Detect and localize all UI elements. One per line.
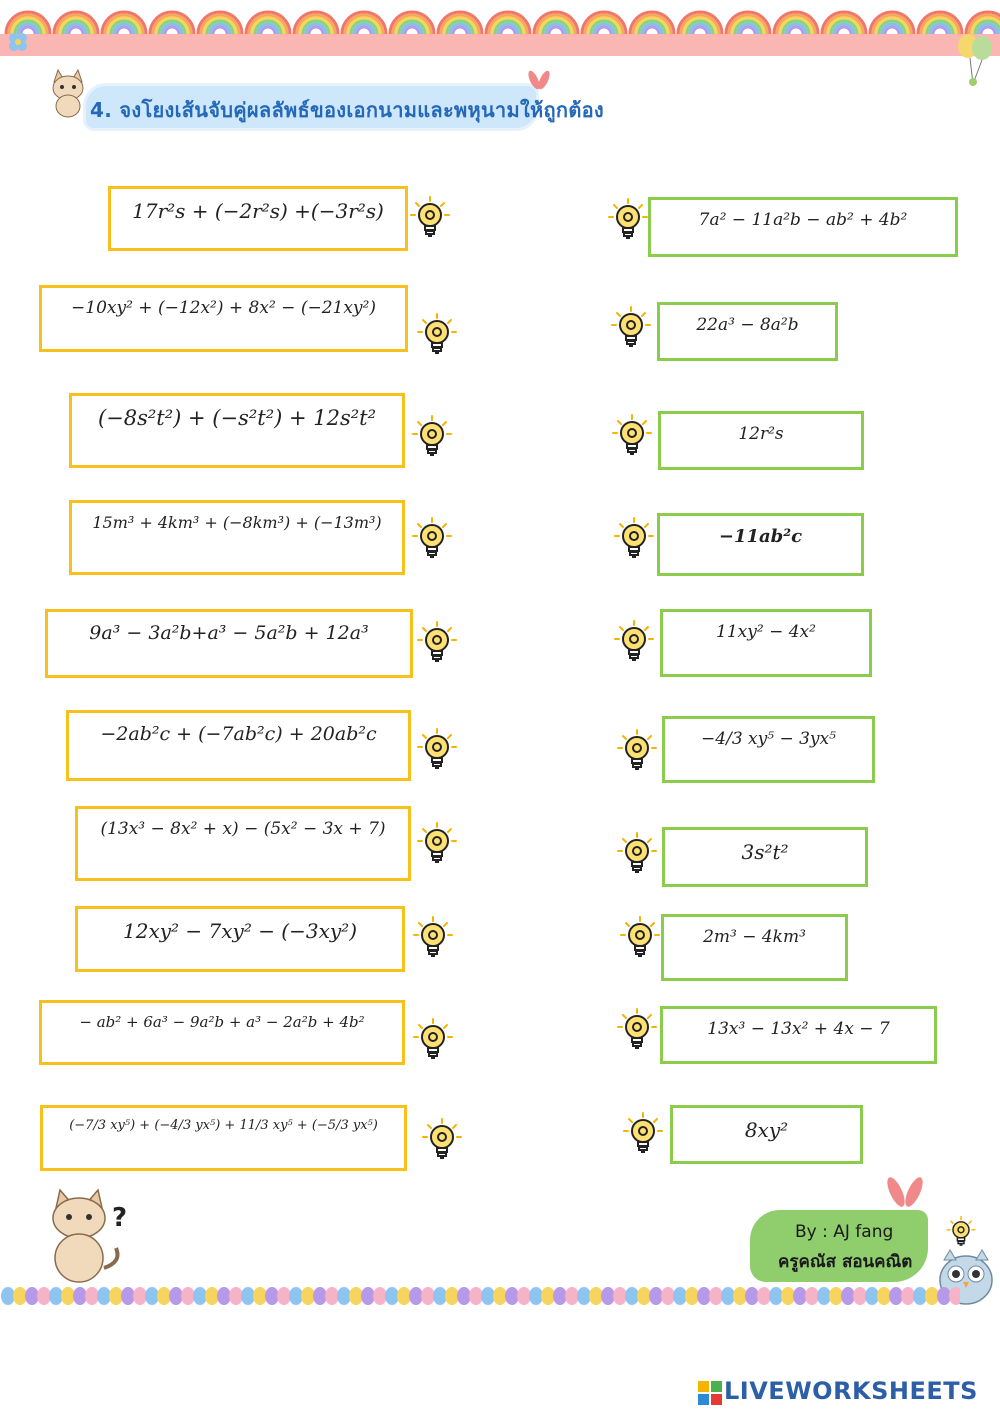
bead	[925, 1287, 939, 1305]
bead	[133, 1287, 147, 1305]
bead	[877, 1287, 891, 1305]
rainbow-arc	[357, 27, 371, 34]
bead	[805, 1287, 819, 1305]
bead	[733, 1287, 747, 1305]
bead	[49, 1287, 63, 1305]
svg-text:?: ?	[112, 1203, 128, 1233]
bead	[433, 1287, 447, 1305]
credit-author-thai: ครูคณัส สอนคณิต	[778, 1252, 913, 1272]
liveworksheets-logo-icon	[698, 1381, 722, 1405]
left-expression-3: (−8s²t²) + (−s²t²) + 12s²t²	[69, 393, 405, 468]
bead	[529, 1287, 543, 1305]
lightbulb-icon[interactable]	[617, 1008, 657, 1052]
lightbulb-icon[interactable]	[413, 1018, 453, 1062]
bead	[505, 1287, 519, 1305]
page-title: 4. จงโยงเส้นจับคู่ผลลัพธ์ของเอกนามและพหุนามให้ถูกต้อง	[90, 98, 604, 122]
bead	[289, 1287, 303, 1305]
bead	[109, 1287, 123, 1305]
right-expression-7: 3s²t²	[662, 827, 868, 887]
bead	[913, 1287, 927, 1305]
left-expression-10: (−7/3 xy⁵) + (−4/3 yx⁵) + 11/3 xy⁵ + (−5/3 yx⁵)	[40, 1105, 407, 1171]
rainbow-arc	[645, 27, 659, 34]
bead	[445, 1287, 459, 1305]
bead	[613, 1287, 627, 1305]
bead	[25, 1287, 39, 1305]
rainbow-arc	[693, 27, 707, 34]
bead	[937, 1287, 951, 1305]
bead	[349, 1287, 363, 1305]
bead	[13, 1287, 27, 1305]
rainbow-arc	[741, 27, 755, 34]
left-expression-2: −10xy² + (−12x²) + 8x² − (−21xy²)	[39, 285, 408, 352]
bead	[169, 1287, 183, 1305]
bead	[541, 1287, 555, 1305]
bead	[97, 1287, 111, 1305]
rainbow-arc	[549, 27, 563, 34]
rainbow-arc	[309, 27, 323, 34]
bead	[385, 1287, 399, 1305]
bead	[697, 1287, 711, 1305]
bead	[121, 1287, 135, 1305]
bead	[949, 1287, 960, 1305]
lightbulb-icon[interactable]	[620, 916, 660, 960]
bead	[73, 1287, 87, 1305]
lightbulb-icon[interactable]	[410, 196, 450, 240]
cat-icon	[48, 68, 88, 118]
bead	[277, 1287, 291, 1305]
rainbow-arc	[69, 27, 83, 34]
brand-name: LIVEWORKSHEETS	[724, 1377, 978, 1405]
lightbulb-icon[interactable]	[614, 620, 654, 664]
bead	[553, 1287, 567, 1305]
lightbulb-icon[interactable]	[614, 517, 654, 561]
bead	[637, 1287, 651, 1305]
right-expression-2: 22a³ − 8a²b	[657, 302, 838, 361]
bead	[61, 1287, 75, 1305]
bead	[673, 1287, 687, 1305]
lightbulb-icon[interactable]	[412, 517, 452, 561]
bead	[397, 1287, 411, 1305]
lightbulb-icon[interactable]	[623, 1112, 663, 1156]
bead	[709, 1287, 723, 1305]
right-expression-8: 2m³ − 4km³	[661, 914, 848, 981]
rainbow-arc	[933, 27, 947, 34]
lightbulb-icon[interactable]	[417, 313, 457, 357]
bead	[421, 1287, 435, 1305]
lightbulb-icon[interactable]	[612, 414, 652, 458]
lightbulb-icon	[946, 1216, 976, 1248]
bead	[337, 1287, 351, 1305]
right-expression-4: −11ab²c	[657, 513, 864, 576]
left-expression-7: (13x³ − 8x² + x) − (5x² − 3x + 7)	[75, 806, 411, 881]
bead	[769, 1287, 783, 1305]
rainbow-arc	[165, 27, 179, 34]
bead	[481, 1287, 495, 1305]
rainbow-arc	[405, 27, 419, 34]
pink-ears-icon	[880, 1170, 930, 1210]
bead	[205, 1287, 219, 1305]
bead	[325, 1287, 339, 1305]
bead	[241, 1287, 255, 1305]
rainbow-arc	[597, 27, 611, 34]
bead	[409, 1287, 423, 1305]
lightbulb-icon[interactable]	[617, 832, 657, 876]
bead	[361, 1287, 375, 1305]
right-expression-10: 8xy²	[670, 1105, 863, 1164]
cat-icon	[44, 1188, 128, 1284]
bead	[313, 1287, 327, 1305]
bead	[793, 1287, 807, 1305]
flower-icon	[6, 30, 30, 54]
bead	[373, 1287, 387, 1305]
left-expression-1: 17r²s + (−2r²s) +(−3r²s)	[108, 186, 408, 251]
bead	[685, 1287, 699, 1305]
bead	[781, 1287, 795, 1305]
lightbulb-icon[interactable]	[608, 198, 648, 242]
balloon-icon	[948, 28, 998, 88]
bead	[829, 1287, 843, 1305]
bead	[1, 1287, 15, 1305]
right-expression-3: 12r²s	[658, 411, 864, 470]
pink-ears-icon	[524, 66, 554, 96]
bead	[85, 1287, 99, 1305]
lightbulb-icon[interactable]	[417, 621, 457, 665]
bead	[817, 1287, 831, 1305]
bead	[469, 1287, 483, 1305]
left-expression-9: − ab² + 6a³ − 9a²b + a³ − 2a²b + 4b²	[39, 1000, 405, 1065]
lightbulb-icon[interactable]	[417, 728, 457, 772]
rainbow-arc	[789, 27, 803, 34]
lightbulb-icon[interactable]	[617, 729, 657, 773]
lightbulb-icon[interactable]	[611, 306, 651, 350]
bead	[577, 1287, 591, 1305]
bead	[589, 1287, 603, 1305]
bead	[649, 1287, 663, 1305]
bead	[181, 1287, 195, 1305]
rainbow-border	[0, 0, 1000, 60]
bead	[253, 1287, 267, 1305]
right-expression-5: 11xy² − 4x²	[660, 609, 872, 677]
left-expression-6: −2ab²c + (−7ab²c) + 20ab²c	[66, 710, 411, 781]
rainbow-arc	[501, 27, 515, 34]
bead	[217, 1287, 231, 1305]
lightbulb-icon[interactable]	[422, 1118, 462, 1162]
credit-author: By : AJ fang	[795, 1222, 894, 1242]
rainbow-arc	[261, 27, 275, 34]
bead	[661, 1287, 675, 1305]
bead	[37, 1287, 51, 1305]
lightbulb-icon[interactable]	[413, 916, 453, 960]
rainbow-arc	[117, 27, 131, 34]
bead	[721, 1287, 735, 1305]
right-expression-6: −4/3 xy⁵ − 3yx⁵	[662, 716, 875, 783]
rainbow-arc	[213, 27, 227, 34]
right-expression-1: 7a² − 11a²b − ab² + 4b²	[648, 197, 958, 257]
bead	[853, 1287, 867, 1305]
bead	[517, 1287, 531, 1305]
bead	[493, 1287, 507, 1305]
bead	[145, 1287, 159, 1305]
rainbow-arc	[837, 27, 851, 34]
bead	[229, 1287, 243, 1305]
bead	[193, 1287, 207, 1305]
bead	[625, 1287, 639, 1305]
left-expression-4: 15m³ + 4km³ + (−8km³) + (−13m³)	[69, 500, 405, 575]
right-expression-9: 13x³ − 13x² + 4x − 7	[660, 1006, 937, 1064]
lightbulb-icon[interactable]	[417, 822, 457, 866]
bead	[865, 1287, 879, 1305]
lightbulb-icon[interactable]	[412, 415, 452, 459]
rainbow-arc	[885, 27, 899, 34]
left-expression-5: 9a³ − 3a²b+a³ − 5a²b + 12a³	[45, 609, 413, 678]
left-expression-8: 12xy² − 7xy² − (−3xy²)	[75, 906, 405, 972]
bead	[841, 1287, 855, 1305]
bead	[757, 1287, 771, 1305]
bead	[457, 1287, 471, 1305]
bead	[157, 1287, 171, 1305]
bead	[565, 1287, 579, 1305]
bead	[901, 1287, 915, 1305]
bead	[601, 1287, 615, 1305]
bead	[745, 1287, 759, 1305]
bead	[889, 1287, 903, 1305]
bottom-border	[0, 1284, 960, 1308]
bead	[265, 1287, 279, 1305]
bead	[301, 1287, 315, 1305]
rainbow-arc	[453, 27, 467, 34]
